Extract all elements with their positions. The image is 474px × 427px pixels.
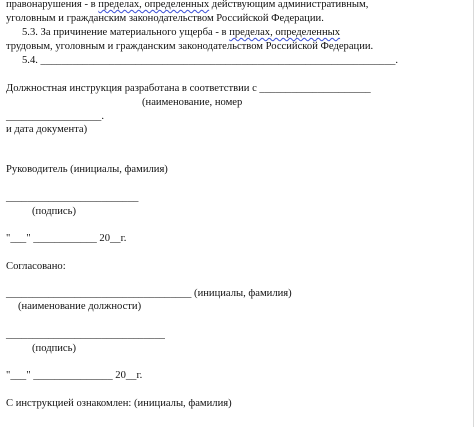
approved-signature-line: ______________________________ (6, 329, 165, 340)
manager-signature-caption: (подпись) (32, 206, 76, 217)
spellcheck-marked-text: пределах, определенных (98, 0, 210, 10)
para-5-3-line-1 (22, 27, 340, 39)
instruction-caption-name-number: (наименование, номер (142, 97, 243, 108)
manager-date-line: "___" ____________ 20__г. (6, 233, 127, 244)
manager-signature-line: _________________________ (6, 192, 139, 203)
approved-position-line: ___________________________________ (инициалы, фамилия) (6, 288, 292, 299)
para-5-3-text-start: 5.3. За причинение материального ущерба - в (22, 27, 230, 38)
manager-label: Руководитель (инициалы, фамилия) (6, 164, 168, 175)
para-5-2-line-2: уголовным и гражданским законодательством Российской Федерации. (6, 13, 324, 24)
approved-date-line: "___" _______________ 20__г. (6, 370, 143, 381)
approved-position-caption: (наименование должности) (18, 301, 142, 312)
para-5-2-line-1 (6, 0, 368, 11)
para-5-4: 5.4. ___________________________________________________________________. (22, 55, 399, 66)
para-5-2-text-end: действующим административным, (209, 0, 369, 10)
para-5-2-text-start: правонарушения - в (6, 0, 99, 10)
spellcheck-marked-text: пределах, определенных (229, 27, 341, 38)
acquainted-label: С инструкцией ознакомлен: (инициалы, фамилия) (6, 398, 232, 409)
approved-label: Согласовано: (6, 261, 66, 272)
instruction-caption-date: и дата документа) (6, 124, 88, 135)
approved-signature-caption: (подпись) (32, 343, 76, 354)
instruction-blank-line: __________________. (6, 111, 104, 122)
instruction-basis-line: Должностная инструкция разработана в соответствии с _____________________ (6, 83, 371, 94)
para-5-3-line-2: трудовым, уголовным и гражданским законодательством Российской Федерации. (6, 41, 374, 52)
